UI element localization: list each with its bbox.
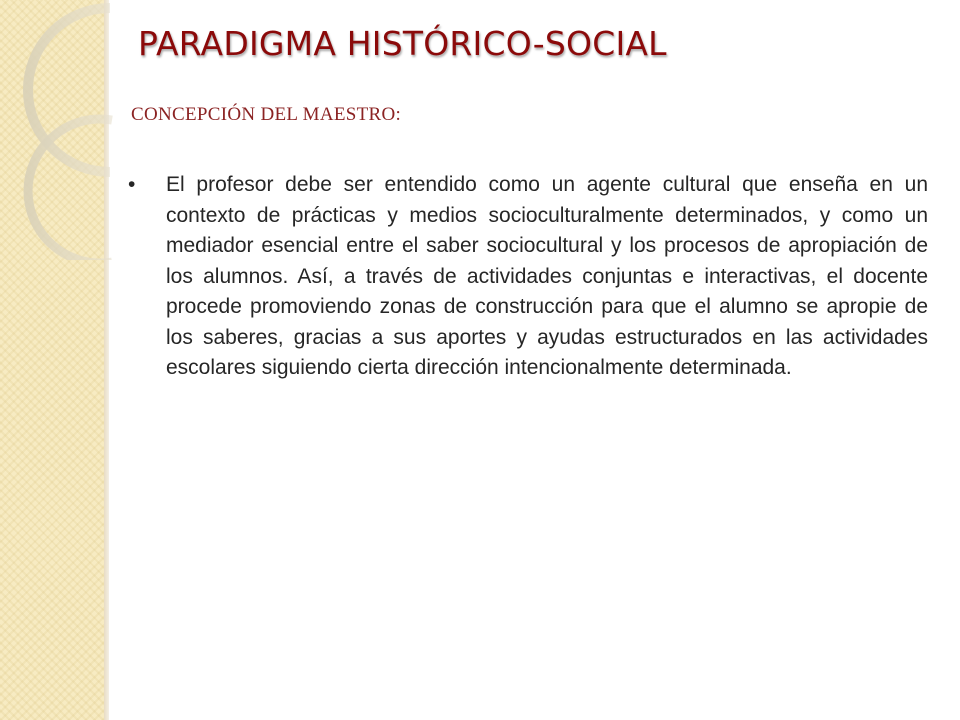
- paragraph-text: El profesor debe ser entendido como un agente cultural que enseña en un contexto de prácticas y medios socioculturalmente determinados, y como un mediador esencial entre el saber sociocultural y los procesos de apropiación de los alumnos. Así, a través de actividades conjuntas e interactivas, el docente procede promoviendo zonas de construcción para que el alumno se apropie de los saberes, gracias a sus aportes y ayudas estructurados en las actividades escolares siguiendo cierta dirección intencionalmente determinada.: [166, 173, 928, 379]
- content-list: [128, 170, 928, 384]
- bullet-icon: •: [128, 173, 136, 196]
- page-title: PARADIGMA HISTÓRICO-SOCIAL: [138, 24, 667, 63]
- list-item: [128, 170, 928, 384]
- section-subtitle: CONCEPCIÓN DEL MAESTRO:: [131, 104, 402, 125]
